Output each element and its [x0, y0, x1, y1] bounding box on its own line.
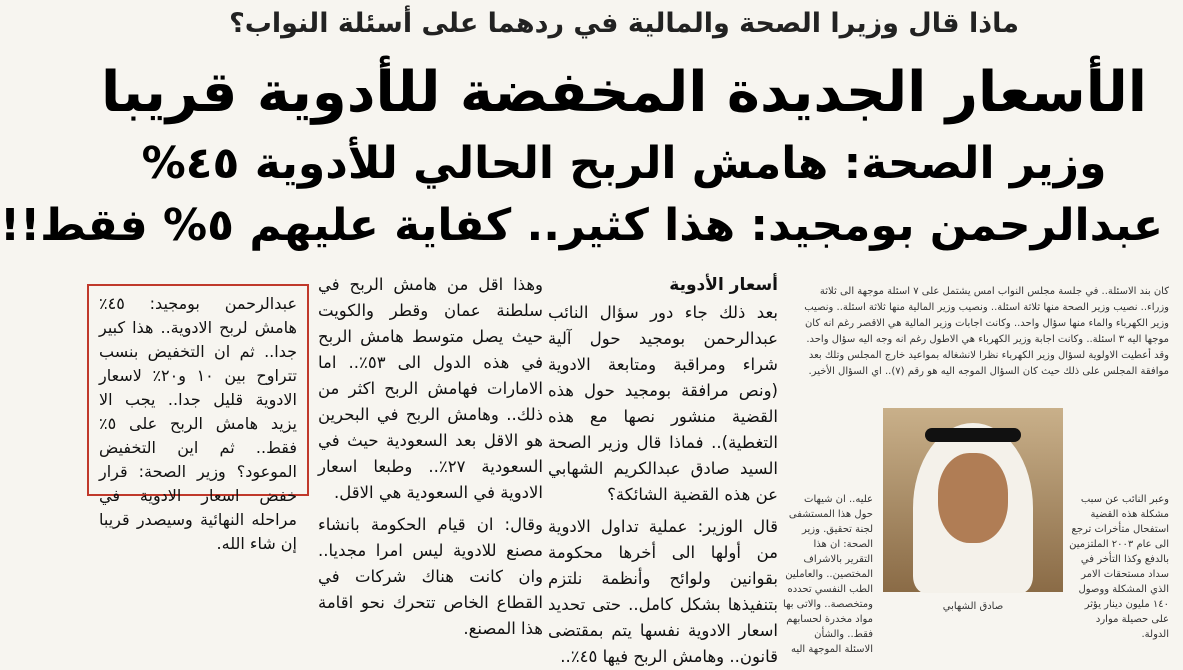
headline-2: وزير الصحة: هامش الربح الحالي للأدوية ٤٥%	[141, 138, 1107, 189]
article-body	[65, 262, 1183, 666]
bottom-mid-text: عليه.. ان شيهات حول هذا المستشفى لجنة تحقيق. وزير الصحة: ان هذا التقرير بالاشراف المختصين.. والعاملين الطب النفسي تحدده ومتخصصة.. والاتى بها مواد مخدرة لحسابهم فقط.. والشأن الاسئلة الموجهة اليه	[783, 494, 873, 655]
intro-text: كان بند الاسئلة.. في جلسة مجلس النواب امس يشتمل على ٧ اسئلة موجهة الى ثلاثة وزراء.. نصيب وزير الصحة منها ثلاثة اسئلة.. ونصيب وزير المالية منها ثلاثة اسئلة.. ونصيب وزير الكهرباء والماء منها سؤال واحد.. وكانت اجابات وزير المالية هي الاقصر رغم انه كان موجها اليه ٣ اسئلة.. وكانت اجابة وزير الكهرباء هي الاطول رغم انه وجه اليه سؤال واحد. وقد أعطيت الاولوية لسؤال وزير الكهرباء نظرا لانشغاله بمواعيد خارج المجلس وتلك بعد موافقة المجلس على ذلك حيث كان السؤال الموجه اليه هو رقم (٧).. اي السؤال الأخير.	[804, 286, 1169, 377]
kicker: ماذا قال وزيرا الصحة والمالية في ردهما على أسئلة النواب؟	[229, 8, 1019, 39]
headline-1: الأسعار الجديدة المخفضة للأدوية قريبا	[101, 60, 1147, 125]
column-subhead: أسعار الأدوية	[669, 275, 778, 295]
paragraph: وهذا اقل من هامش الربح في سلطنة عمان وقطر والكويت حيث يصل متوسط هامش الربح في هذه الدول الى ٥٣٪.. اما الامارات فهامش الربح اكثر من ذلك.. وهامش الربح في البحرين هو الاقل بعد السعودية حيث في السعودية ٢٧٪.. وطبعا اسعار الادوية في السعودية هي الاقل.	[318, 275, 543, 502]
highlight-box	[87, 284, 309, 553]
paragraph: قال الوزير: عملية تداول الادوية من أولها الى أخرها محكومة بقوانين ولوائح وأنظمة نلتزم بتنفيذها بشكل كامل.. حتى تحديد اسعار الادوية نفسها يتم بمقتضى قانون.. وهامش الربح فيها ٤٥٪..	[548, 517, 778, 666]
bottom-right-column	[1069, 492, 1169, 642]
bottom-right-text: وعبر النائب عن سبب مشكلة هذه القضية استفحال متأخرات ترجع الى عام ٢٠٠٣ الملتزمين بالدفع وكذا التأخر في سداد مستحقات الامر الذي المشكلة ووصول ١٤٠ مليون دينار يؤثر على حصيلة موارد الدولة.	[1069, 494, 1169, 640]
highlight-text: عبدالرحمن بومجيد: ٤٥٪ هامش لربح الادوية.. هذا كبير جدا.. ثم ان التخفيض بنسب تتراوح بين ١٠ و٢٠٪ لاسعار الادوية قليل جدا.. يجب الا يزيد هامش الربح على ٥٪ فقط.. ثم اين التخفيض الموعود؟ وزير الصحة: قرار خفض اسعار الادوية في مراحله النهائية وسيصدر قريبا إن شاء الله.	[99, 294, 298, 553]
minister-photo	[883, 408, 1063, 592]
paragraph: وقال: ان قيام الحكومة بانشاء مصنع للادوية ليس امرا مجديا.. وان كانت هناك شركات في القطاع الخاص تتحرك نحو اقامة هذا المصنع.	[318, 515, 543, 638]
column-profit-margin	[318, 272, 543, 642]
paragraph: بعد ذلك جاء دور سؤال النائب عبدالرحمن بومجيد حول آلية شراء ومراقبة ومتابعة الادوية (ونص مرافقة بومجيد حول هذه القضية منشور نصها مع هذه التغطية).. فماذا قال وزير الصحة السيد صادق عبدالكريم الشهابي عن هذه القضية الشائكة؟	[548, 303, 778, 504]
headline-3: عبدالرحمن بومجيد: هذا كثير.. كفاية عليهم ٥% فقط!!	[0, 200, 1163, 251]
column-medicine-prices	[548, 272, 778, 666]
photo-caption: صادق الشهابي	[942, 601, 1004, 612]
bottom-mid-column	[783, 492, 873, 655]
